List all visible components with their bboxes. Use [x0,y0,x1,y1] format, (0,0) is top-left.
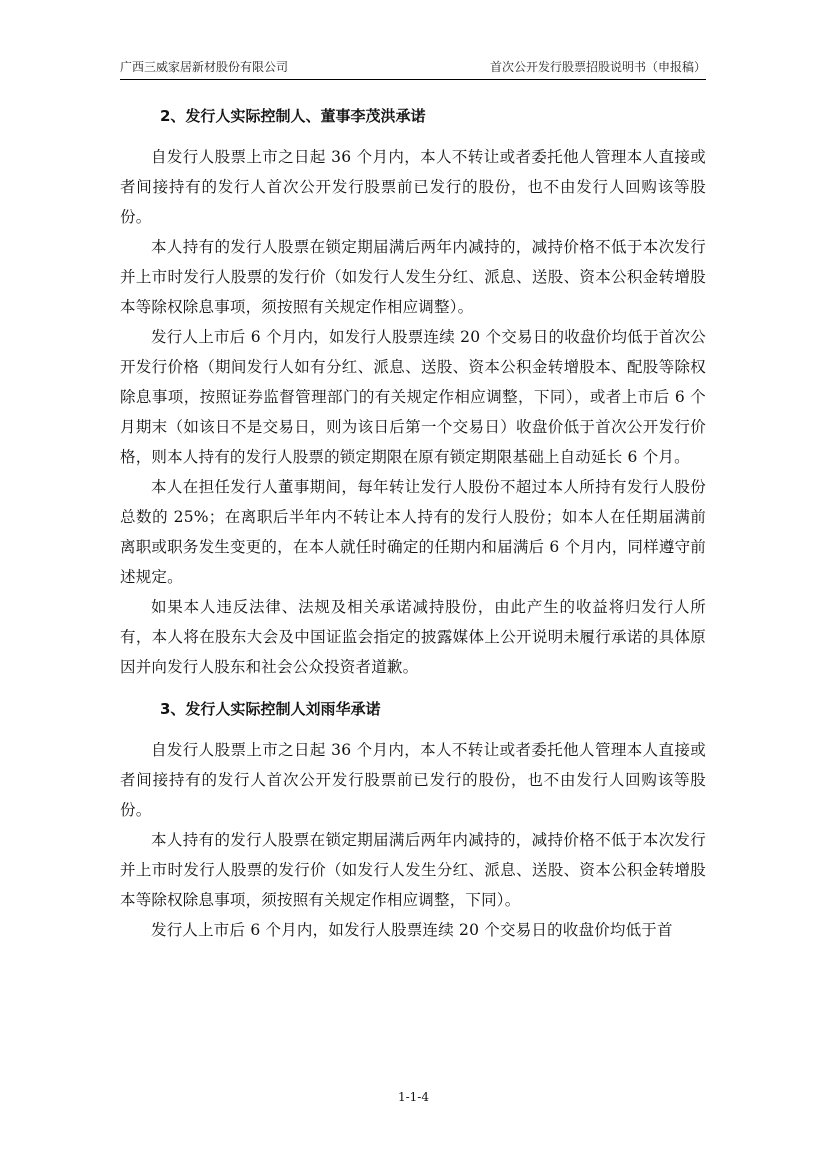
company-name: 广西三威家居新材股份有限公司 [120,60,289,74]
paragraph: 本人持有的发行人股票在锁定期届满后两年内减持的，减持价格不低于本次发行并上市时发行人股票的发行价（如发行人发生分红、派息、送股、资本公积金转增股本等除权除息事项，须按照有关规定作相应调整，下同）。 [120,831,706,909]
paragraph: 自发行人股票上市之日起 36 个月内，本人不转让或者委托他人管理本人直接或者间接持有的发行人首次公开发行股票前已发行的股份，也不由发行人回购该等股份。 [120,741,706,819]
paragraph: 发行人上市后 6 个月内，如发行人股票连续 20 个交易日的收盘价均低于首 [151,921,673,939]
paragraph: 发行人上市后 6 个月内，如发行人股票连续 20 个交易日的收盘价均低于首次公开发行价格（期间发行人如有分红、派息、送股、资本公积金转增股本、配股等除权除息事项，按照证券监督管理部门的有关规定作相应调整，下同），或者上市后 6 个月期末（如该日不是交易日，则为该日后第一个交易日）收盘价低于首次公开发行价格，则本人持有的发行人股票的锁定期限在原有锁定期限基础上自动延长 6 个月。 [120,328,706,466]
paragraph: 本人在担任发行人董事期间，每年转让发行人股份不超过本人所持有发行人股份总数的 25%；在离职后半年内不转让本人持有的发行人股份；如本人在任期届满前离职或职务发生变更的，在本人就任时确定的任期内和届满后 6 个月内，同样遵守前述规定。 [120,478,706,586]
section-heading-li-maohong: 2、发行人实际控制人、董事李茂洪承诺 [160,107,426,125]
paragraph: 如果本人违反法律、法规及相关承诺减持股份，由此产生的收益将归发行人所有，本人将在股东大会及中国证监会指定的披露媒体上公开说明未履行承诺的具体原因并向发行人股东和社会公众投资者道歉。 [120,598,706,676]
section-heading-liu-yuhua: 3、发行人实际控制人刘雨华承诺 [160,700,381,718]
page-number: 1-1-4 [397,1090,429,1104]
paragraph: 自发行人股票上市之日起 36 个月内，本人不转让或者委托他人管理本人直接或者间接持有的发行人首次公开发行股票前已发行的股份，也不由发行人回购该等股份。 [120,148,706,226]
document-title: 首次公开发行股票招股说明书（申报稿） [489,60,706,74]
paragraph: 本人持有的发行人股票在锁定期届满后两年内减持的，减持价格不低于本次发行并上市时发行人股票的发行价（如发行人发生分红、派息、送股、资本公积金转增股本等除权除息事项，须按照有关规定作相应调整）。 [120,238,706,316]
page-content [120,92,706,945]
page-header [120,55,706,80]
